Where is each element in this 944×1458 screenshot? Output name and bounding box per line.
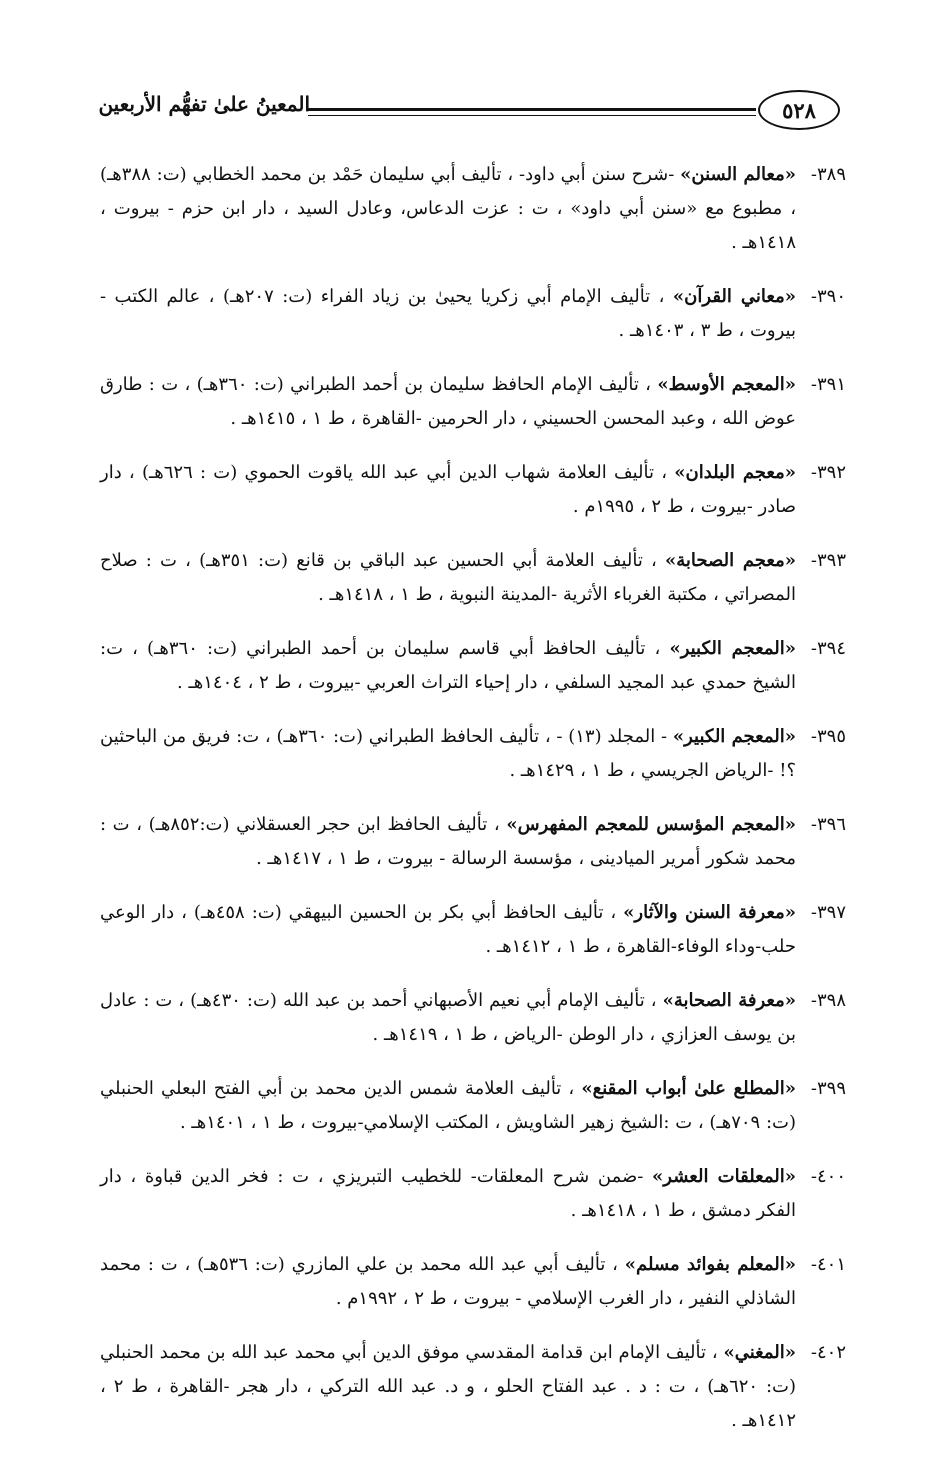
- entry-number: ٤٠٠-: [810, 1166, 846, 1187]
- entry-title: «معرفة الصحابة»: [662, 990, 797, 1011]
- bibliography-entry: [100, 1160, 846, 1228]
- entry-number: ٣٨٩-: [810, 164, 846, 185]
- bibliography-list: [100, 158, 846, 1458]
- bibliography-entry: [100, 808, 846, 876]
- entry-text: ، تأليف الإمام أبي زكريا يحيىٰ بن زياد الفراء (ت: ٢٠٧هـ) ، عالم الكتب - بيروت ، ط ٣ ، ١٤٠٣هـ .: [100, 286, 796, 341]
- bibliography-entry: [100, 544, 846, 612]
- entry-number: ٣٩٣-: [810, 550, 846, 571]
- entry-number: ٣٩٩-: [810, 1078, 846, 1099]
- entry-number: ٣٩٦-: [810, 814, 846, 835]
- entry-title: «معاني القرآن»: [672, 286, 796, 307]
- entry-text: ، تأليف العلامة شمس الدين محمد بن أبي الفتح البعلي الحنبلي (ت: ٧٠٩هـ) ، ت :الشيخ زهير الشاويش ، المكتب الإسلامي-بيروت ، ط ١ ، ١٤٠١هـ .: [100, 1078, 796, 1133]
- bibliography-entry: [100, 1072, 846, 1140]
- entry-text: -ضمن شرح المعلقات- للخطيب التبريزي ، ت : فخر الدين قباوة ، دار الفكر دمشق ، ط ١ ، ١٤١٨هـ .: [100, 1166, 796, 1221]
- page-header: [100, 88, 840, 138]
- entry-title: «معجم الصحابة»: [665, 550, 796, 571]
- entry-text: ، تأليف الإمام أبي نعيم الأصبهاني أحمد بن عبد الله (ت: ٤٣٠هـ) ، ت : عادل بن يوسف العزازي ، دار الوطن -الرياض ، ط ١ ، ١٤١٩هـ .: [100, 990, 796, 1045]
- entry-title: «معجم البلدان»: [674, 462, 796, 483]
- entry-number: ٣٩٧-: [810, 902, 846, 923]
- entry-title: «معالم السنن»: [680, 164, 797, 185]
- entry-number: ٣٩٥-: [810, 726, 846, 747]
- entry-title: «معرفة السنن والآثار»: [623, 902, 796, 923]
- entry-title: «المعجم الكبير»: [669, 638, 796, 659]
- entry-title: «المطلع علىٰ أبواب المقنع»: [581, 1078, 796, 1099]
- entry-number: ٣٩١-: [810, 374, 846, 395]
- bibliography-entry: [100, 984, 846, 1052]
- entry-text: ، تأليف الحافظ أبي قاسم سليمان بن أحمد الطبراني (ت: ٣٦٠هـ) ، ت: الشيخ حمدي عبد المجيد السلفي ، دار إحياء التراث العربي -بيروت ، ط ٢ ، ١٤٠٤هـ .: [100, 638, 796, 693]
- entry-title: «المعلم بفوائد مسلم»: [624, 1254, 797, 1275]
- entry-number: ٣٩٠-: [810, 286, 846, 307]
- bibliography-entry: [100, 158, 846, 260]
- entry-number: ٤٠٢-: [810, 1342, 846, 1363]
- entry-text: ، تأليف الإمام الحافظ سليمان بن أحمد الطبراني (ت: ٣٦٠هـ) ، ت : طارق عوض الله ، وعبد المحسن الحسيني ، دار الحرمين -القاهرة ، ط ١ ، ١٤١٥هـ .: [100, 374, 796, 429]
- book-title: المعينُ علىٰ تفهُّم الأربعين: [98, 92, 310, 116]
- entry-title: «المغني»: [723, 1342, 796, 1363]
- entry-text: ، تأليف العلامة أبي الحسين عبد الباقي بن قانع (ت: ٣٥١هـ) ، ت : صلاح المصراتي ، مكتبة الغرباء الأثرية -المدينة النبوية ، ط ١ ، ١٤١٨هـ .: [100, 550, 796, 605]
- entry-title: «المعجم المؤسس للمعجم المفهرس»: [506, 814, 796, 835]
- entry-text: ، تأليف أبي عبد الله محمد بن علي المازري (ت: ٥٣٦هـ) ، ت : محمد الشاذلي النفير ، دار الغرب الإسلامي - بيروت ، ط ٢ ، ١٩٩٢م .: [100, 1254, 796, 1309]
- bibliography-entry: [100, 632, 846, 700]
- bibliography-entry: [100, 280, 846, 348]
- bibliography-entry: [100, 456, 846, 524]
- entry-title: «المعجم الأوسط»: [657, 374, 797, 395]
- entry-text: -شرح سنن أبي داود- ، تأليف أبي سليمان حَمْد بن محمد الخطابي (ت: ٣٨٨هـ) ، مطبوع مع «سنن أبي داود» ، ت : عزت الدعاس، وعادل السيد ، دار ابن حزم - بيروت ، ١٤١٨هـ .: [100, 164, 796, 253]
- bibliography-entry: [100, 368, 846, 436]
- entry-number: ٣٩٢-: [810, 462, 846, 483]
- entry-number: ٣٩٨-: [810, 990, 846, 1011]
- header-rule-thick: [308, 108, 756, 111]
- bibliography-entry: [100, 1336, 846, 1438]
- page-number: ٥٢٨: [758, 90, 840, 130]
- entry-title: «المعجم الكبير»: [672, 726, 796, 747]
- entry-text: - المجلد (١٣) - ، تأليف الحافظ الطبراني (ت: ٣٦٠هـ) ، ت: فريق من الباحثين ؟! -الرياض الجريسي ، ط ١ ، ١٤٢٩هـ .: [100, 726, 796, 781]
- entry-number: ٣٩٤-: [810, 638, 846, 659]
- bibliography-entry: [100, 896, 846, 964]
- entry-text: ، تأليف الإمام ابن قدامة المقدسي موفق الدين أبي محمد عبد الله بن محمد الحنبلي (ت: ٦٢٠هـ) ، ت : د . عبد الفتاح الحلو ، و د. عبد الله التركي ، دار هجر -القاهرة ، ط ٢ ، ١٤١٢هـ .: [100, 1342, 797, 1431]
- bibliography-entry: [100, 1248, 846, 1316]
- header-rule-thin: [308, 115, 756, 116]
- entry-title: «المعلقات العشر»: [652, 1166, 796, 1187]
- bibliography-entry: [100, 720, 846, 788]
- entry-text: ، تأليف الحافظ ابن حجر العسقلاني (ت:٨٥٢هـ) ، ت : محمد شكور أمرير الميادينى ، مؤسسة الرسالة - بيروت ، ط ١ ، ١٤١٧هـ .: [100, 814, 796, 869]
- entry-text: ، تأليف العلامة شهاب الدين أبي عبد الله ياقوت الحموي (ت : ٦٢٦هـ) ، دار صادر -بيروت ، ط ٢ ، ١٩٩٥م .: [100, 462, 796, 517]
- entry-text: ، تأليف الحافظ أبي بكر بن الحسين البيهقي (ت: ٤٥٨هـ) ، دار الوعي حلب-وداء الوفاء-القاهرة ، ط ١ ، ١٤١٢هـ .: [100, 902, 796, 957]
- entry-number: ٤٠١-: [810, 1254, 846, 1275]
